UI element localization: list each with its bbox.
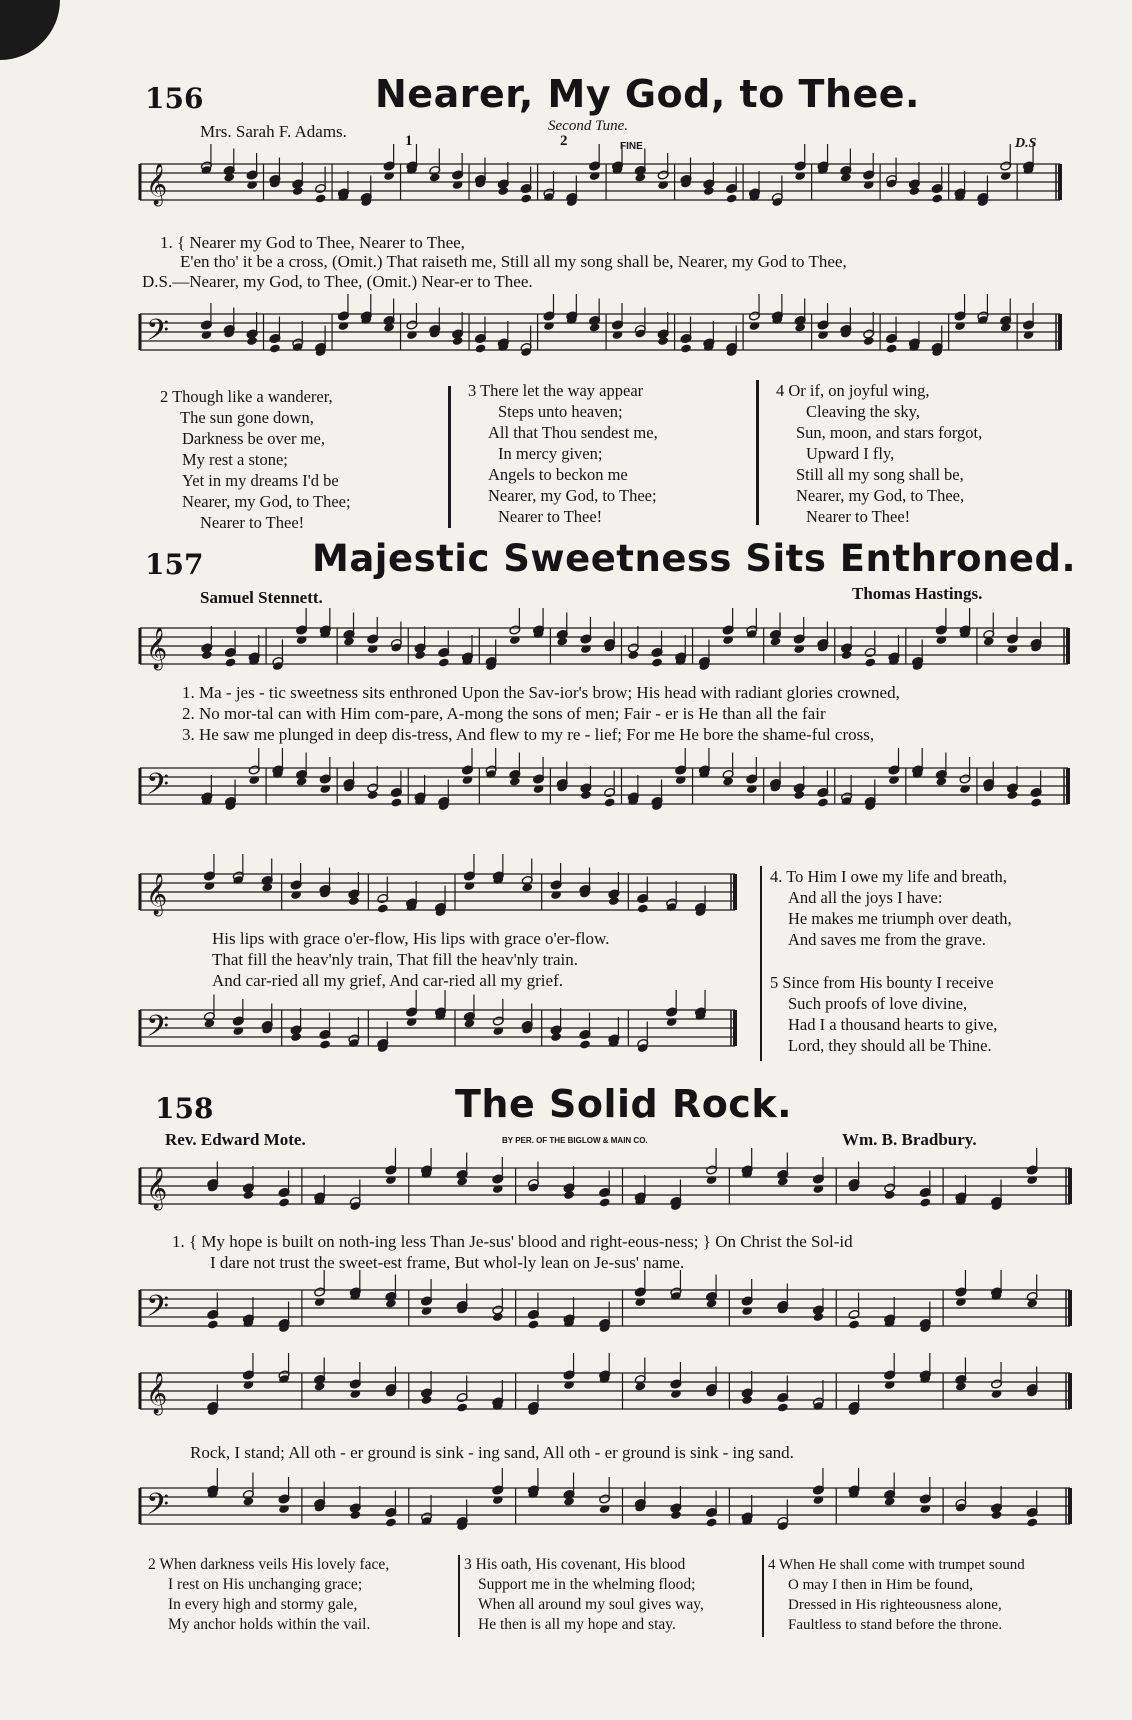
verse-line: 2 When darkness veils His lovely face, (148, 1556, 390, 1573)
verse-line: I rest on His unchanging grace; (168, 1576, 363, 1593)
verse-line: 4. To Him I owe my life and breath, (770, 867, 1007, 886)
verse-line: 4 Or if, on joyful wing, (776, 381, 930, 400)
hymn-157-composer: Thomas Hastings. (852, 584, 983, 603)
hymn-156-bass-staff (140, 306, 1060, 368)
second-ending-mark: 2 (560, 133, 568, 149)
hymn-156-author: Mrs. Sarah F. Adams. (200, 122, 347, 141)
hymn-156-verse1-line1: 1. { Nearer my God to Thee, Nearer to Thee, (160, 233, 465, 252)
verse-line: O may I then in Him be found, (788, 1577, 973, 1593)
verse-line: Nearer, my God, to Thee, (796, 486, 965, 505)
hymn-158-author: Rev. Edward Mote. (165, 1130, 306, 1149)
hymn-156-verse-2 (160, 386, 351, 533)
hymn-158-permission: BY PER. OF THE BIGLOW & MAIN CO. (502, 1136, 648, 1145)
hymn-156-verse-3 (468, 380, 658, 527)
hymn-158-lyric-a1: 1. { My hope is built on noth-ing less Than Je-sus' blood and right-eous-ness; } On Christ the Sol-id (172, 1232, 853, 1251)
hymn-157-lyric-a1: 1. Ma - jes - tic sweetness sits enthroned Upon the Sav-ior's brow; His head with radiant glories crowned, (182, 683, 900, 702)
hymn-158-number: 158 (155, 1092, 214, 1125)
hymn-157-verse-5 (770, 972, 997, 1056)
hymn-158-bass-staff-b (140, 1480, 1070, 1542)
svg-text:𝄢: 𝄢 (146, 1010, 170, 1051)
verse-divider (756, 380, 759, 525)
verse-line: Nearer, my God, to Thee; (488, 486, 657, 505)
verse-line: All that Thou sendest me, (488, 423, 658, 442)
hymn-156-ds-line: D.S.—Nearer, my God, to Thee, (Omit.) Near-er to Thee. (142, 272, 533, 291)
svg-text:𝄢: 𝄢 (146, 314, 170, 355)
svg-text:𝄞: 𝄞 (146, 628, 168, 669)
hymn-157-lyric-b1: His lips with grace o'er-flow, His lips with grace o'er-flow. (212, 929, 610, 948)
hymn-158-verse-4 (768, 1555, 1025, 1635)
verse-line: Such proofs of love divine, (788, 994, 968, 1013)
verse-line: And saves me from the grave. (788, 930, 986, 949)
hymn-158-title: The Solid Rock. (455, 1082, 793, 1126)
verse-line: Cleaving the sky, (806, 402, 920, 421)
verse-line: Support me in the whelming flood; (478, 1576, 696, 1593)
verse-line: The sun gone down, (180, 408, 314, 427)
svg-text:𝄞: 𝄞 (146, 1373, 168, 1414)
hymn-157-lyric-a2: 2. No mor-tal can with Him com-pare, A-mong the sons of men; Fair - er is He than all the fair (182, 704, 826, 723)
hymn-158-verse-3 (464, 1555, 704, 1635)
verse-line: And all the joys I have: (788, 888, 943, 907)
hymn-158-treble-staff-b (140, 1365, 1070, 1427)
hymn-157-verse-4 (770, 866, 1012, 950)
hymn-157-lyric-a3: 3. He saw me plunged in deep dis-tress, And flew to my re - lief; For me He bore the shame-ful cross, (182, 725, 875, 744)
hymn-157-treble-staff-b (140, 866, 735, 928)
hymn-158-verse-2 (148, 1555, 389, 1635)
hymn-158-lyric-a2: I dare not trust the sweet-est frame, But whol-ly lean on Je-sus' name. (210, 1253, 685, 1272)
verse-line: Nearer to Thee! (806, 507, 911, 526)
hymn-156-title: Nearer, My God, to Thee. (375, 72, 920, 116)
verse-line: Sun, moon, and stars forgot, (796, 423, 983, 442)
verse-line: 5 Since from His bounty I receive (770, 973, 994, 992)
svg-text:𝄢: 𝄢 (146, 1290, 170, 1331)
verse-divider (448, 386, 451, 528)
hymn-157-treble-staff-a (140, 620, 1068, 682)
verse-line: Nearer, my God, to Thee; (182, 492, 351, 511)
verse-line: Dressed in His righteousness alone, (788, 1597, 1002, 1613)
verse-line: 3 There let the way appear (468, 381, 644, 400)
verse-line: When all around my soul gives way, (478, 1596, 704, 1613)
verse-line: In mercy given; (498, 444, 603, 463)
verse-line: Upward I fly, (806, 444, 895, 463)
first-ending-mark: 1 (405, 133, 413, 149)
page-corner-shadow (0, 0, 60, 60)
svg-text:𝄞: 𝄞 (146, 874, 168, 915)
verse-line: 3 His oath, His covenant, His blood (464, 1556, 686, 1573)
verse-line: Still all my song shall be, (796, 465, 964, 484)
svg-text:𝄞: 𝄞 (146, 1168, 168, 1209)
verse-divider (760, 866, 762, 1061)
hymn-158-treble-staff-a (140, 1160, 1070, 1222)
hymn-158-lyric-b1: Rock, I stand; All oth - er ground is sink - ing sand, All oth - er ground is sink - ing sand. (190, 1443, 794, 1462)
verse-line: Lord, they should all be Thine. (788, 1036, 992, 1055)
verse-line: In every high and stormy gale, (168, 1596, 358, 1613)
verse-line: Faultless to stand before the throne. (788, 1617, 1003, 1633)
svg-text:𝄞: 𝄞 (146, 164, 168, 205)
verse-line: Had I a thousand hearts to give, (788, 1015, 998, 1034)
hymn-157-lyric-b3: And car-ried all my grief, And car-ried all my grief. (212, 971, 563, 990)
svg-text:𝄢: 𝄢 (146, 1488, 170, 1529)
hymn-158-composer: Wm. B. Bradbury. (842, 1130, 977, 1149)
verse-line: My rest a stone; (182, 450, 288, 469)
hymn-157-title: Majestic Sweetness Sits Enthroned. (312, 537, 1077, 580)
hymn-156-tune-note: Second Tune. (548, 118, 628, 134)
verse-line: Nearer to Thee! (200, 513, 305, 532)
verse-divider (458, 1555, 460, 1637)
svg-text:𝄢: 𝄢 (146, 768, 170, 809)
verse-line: 2 Though like a wanderer, (160, 387, 333, 406)
hymn-157-author: Samuel Stennett. (200, 588, 323, 607)
hymn-156-verse1-line2: E'en tho' it be a cross, (Omit.) That raiseth me, Still all my song shall be, Nearer, my God to Thee, (180, 252, 847, 271)
verse-line: 4 When He shall come with trumpet sound (768, 1557, 1025, 1573)
verse-line: Nearer to Thee! (498, 507, 603, 526)
verse-line: He then is all my hope and stay. (478, 1616, 676, 1633)
verse-divider (762, 1555, 764, 1637)
hymn-156-number: 156 (145, 82, 204, 115)
hymn-156-treble-staff (140, 156, 1060, 218)
verse-line: Steps unto heaven; (498, 402, 623, 421)
hymn-158-bass-staff-a (140, 1282, 1070, 1344)
hymn-157-number: 157 (145, 548, 204, 581)
verse-line: My anchor holds within the vail. (168, 1616, 371, 1633)
verse-line: Darkness be over me, (182, 429, 325, 448)
hymn-157-lyric-b2: That fill the heav'nly train, That fill the heav'nly train. (212, 950, 579, 969)
ds-mark: D.S (1015, 136, 1037, 151)
hymn-156-verse-4 (776, 380, 982, 527)
hymn-157-bass-staff-a (140, 760, 1068, 822)
fine-mark: FINE (620, 141, 643, 152)
verse-line: He makes me triumph over death, (788, 909, 1012, 928)
verse-line: Angels to beckon me (488, 465, 628, 484)
hymn-157-bass-staff-b (140, 1002, 735, 1064)
verse-line: Yet in my dreams I'd be (182, 471, 339, 490)
